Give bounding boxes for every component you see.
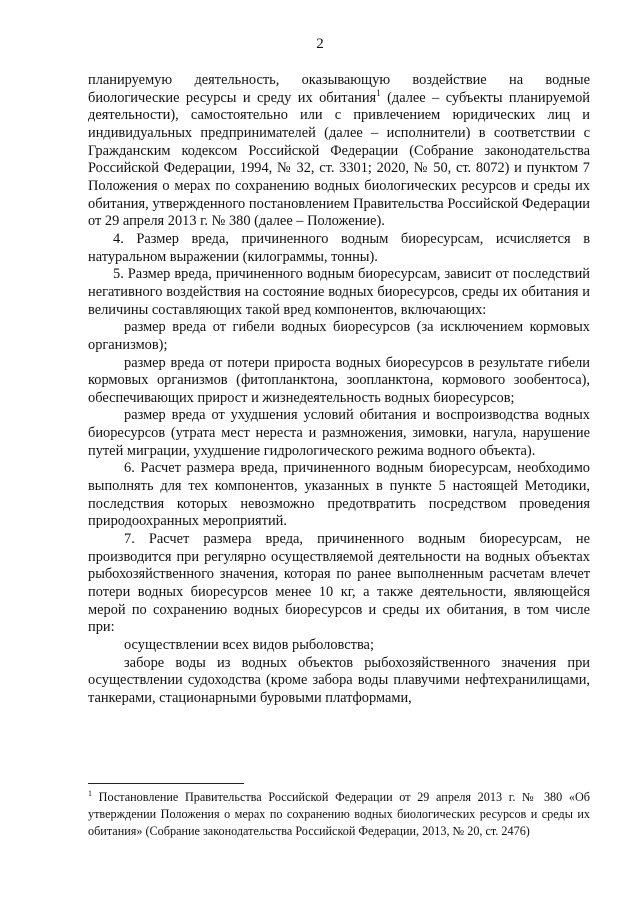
list-item: размер вреда от потери прироста водных биоресурсов в результате гибели кормовых организмов (фитопланктона, зоопланктона, кормового зообентоса), обеспечивающих прирост и жизнедеятельность водных биоресурсов; xyxy=(88,354,590,406)
paragraph-continuation xyxy=(88,72,590,231)
footnote xyxy=(88,789,590,839)
paragraph-item-6: 6. Расчет размера вреда, причиненного водным биоресурсам, необходимо выполнять для тех компонентов, указанных в пункте 5 настоящей Методики, последствия которых невозможно предотвратить посредством проведения природоохранных мероприятий. xyxy=(88,460,590,530)
footnote-mark: 1 xyxy=(88,788,92,798)
list-item: осуществлении всех видов рыболовства; xyxy=(124,637,374,653)
paragraph-text: (далее – субъекты планируемой деятельности), самостоятельно или с привлечением юридических лиц и индивидуальных предпринимателей (далее – исполнители) в соответствии с Гражданским кодексом Российской Федерации (Собрание законодательства Российской Федерации, 1994, № 32, ст. 3301; 2020, № 50, ст. 8072) и пунктом 7 Положения о мерах по сохранению водных биологических ресурсов и среды их обитания, утвержденного постановлением Правительства Российской Федерации от 29 апреля 2013 г. № 380 (далее – Положение). xyxy=(88,89,590,230)
list-item: размер вреда от гибели водных биоресурсов (за исключением кормовых организмов); xyxy=(88,319,590,353)
paragraph-item-7: 7. Расчет размера вреда, причиненного водным биоресурсам, не производится при регулярно осуществляемой деятельности на водных объектах рыбохозяйственного значения, которая по ранее выполненным расчетам влечет потери водных биоресурсов менее 10 кг, а также деятельности, являющейся мерой по сохранению водных биоресурсов и среды их обитания, в том числе при: xyxy=(88,531,590,636)
paragraph-item-5: 5. Размер вреда, причиненного водным биоресурсам, зависит от последствий негативного воздействия на состояние водных биоресурсов, среды их обитания и величины составляющих такой вред компонентов, включающих: xyxy=(88,266,590,318)
footnote-separator xyxy=(88,783,244,784)
footnote-text: Постановление Правительства Российской Федерации от 29 апреля 2013 г. № 380 «Об утверждении Положения о мерах по сохранению водных биологических ресурсов и среды их обитания» (Собрание законодательства Российской Федерации, 2013, № 20, ст. 2476) xyxy=(88,790,591,838)
document-body xyxy=(88,72,590,708)
paragraph-text: планируемую деятельность, оказывающую воздействие на водные биологические ресурсы и среду их обитания xyxy=(88,72,590,106)
list-item: размер вреда от ухудшения условий обитания и воспроизводства водных биоресурсов (утрата мест нереста и размножения, зимовки, нагула, нарушение путей миграции, ухудшение гидрологического режима водного объекта). xyxy=(88,407,590,459)
footnote-reference: 1 xyxy=(376,87,381,98)
paragraph-item-4: 4. Размер вреда, причиненного водным биоресурсам, исчисляется в натуральном выражении (килограммы, тонны). xyxy=(88,230,590,265)
page-number: 2 xyxy=(316,36,324,52)
list-item: заборе воды из водных объектов рыбохозяйственного значения при осуществлении судоходства (кроме забора воды плавучими нефтехранилищами, танкерами, стационарными буровыми платформами, xyxy=(88,654,590,706)
